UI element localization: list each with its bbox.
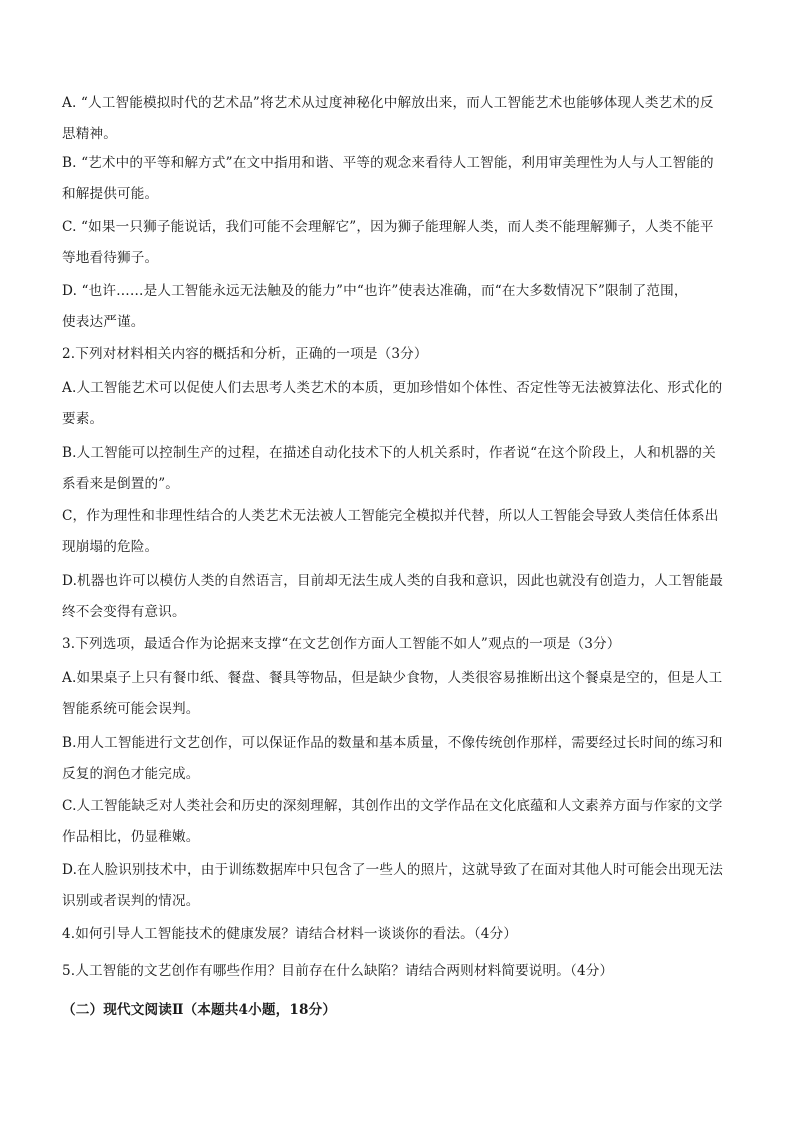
line: 要素。 bbox=[62, 411, 104, 427]
q1-option-c bbox=[62, 212, 738, 274]
q2-option-d bbox=[62, 566, 738, 628]
line: 5.人工智能的文艺创作有哪些作用？目前存在什么缺陷？请结合两则材料简要说明。（4分） bbox=[62, 963, 614, 979]
line: 等地看待狮子。 bbox=[62, 250, 159, 266]
line: B.人工智能可以控制生产的过程，在描述自动化技术下的人机关系时，作者说“在这个阶段上，人和机器的关 bbox=[62, 445, 716, 461]
line: D.在人脸识别技术中，由于训练数据库中只包含了一些人的照片，这就导致了在面对其他人时可能会出现无法 bbox=[62, 862, 723, 878]
q1-option-a bbox=[62, 88, 738, 150]
line: 系看来是倒置的”。 bbox=[62, 476, 180, 492]
q2-option-c bbox=[62, 501, 738, 563]
line: D. “也许……是人工智能永远无法触及的能力”中“也许”使表达准确，而“在大多数情况下”限制了范围， bbox=[62, 283, 688, 299]
line: D.机器也许可以模仿人类的自然语言，目前却无法生成人类的自我和意识，因此也就没有创造力，人工智能最 bbox=[62, 573, 723, 589]
q2-option-a bbox=[62, 373, 738, 435]
q3-option-a bbox=[62, 663, 738, 725]
line: 识别或者误判的情况。 bbox=[62, 893, 200, 909]
section-heading bbox=[62, 995, 738, 1026]
line: B.用人工智能进行文艺创作，可以保证作品的数量和基本质量，不像传统创作那样，需要经过长时间的练习和 bbox=[62, 735, 723, 751]
line: 智能系统可能会误判。 bbox=[62, 701, 200, 717]
q3-option-b bbox=[62, 728, 738, 790]
q3-stem bbox=[62, 629, 738, 660]
line: 4.如何引导人工智能技术的健康发展？请结合材料一谈谈你的看法。（4分） bbox=[62, 926, 518, 942]
line: A.人工智能艺术可以促使人们去思考人类艺术的本质，更加珍惜如个体性、否定性等无法被算法化、形式化的 bbox=[62, 380, 723, 396]
line: A.如果桌子上只有餐巾纸、餐盘、餐具等物品，但是缺少食物，人类很容易推断出这个餐桌是空的，但是人工 bbox=[62, 670, 723, 686]
q1-option-b bbox=[62, 148, 738, 210]
q3-option-c bbox=[62, 791, 738, 853]
q5-stem bbox=[62, 956, 738, 987]
q2-stem bbox=[62, 339, 738, 370]
line: 现崩塌的危险。 bbox=[62, 539, 159, 555]
line: C.人工智能缺乏对人类社会和历史的深刻理解，其创作出的文学作品在文化底蕴和人文素养方面与作家的文学 bbox=[62, 798, 723, 814]
line: 作品相比，仍显稚嫩。 bbox=[62, 829, 200, 845]
line: C. “如果一只狮子能说话，我们可能不会理解它”，因为狮子能理解人类，而人类不能理解狮子，人类不能平 bbox=[62, 219, 714, 235]
line: 2.下列对材料相关内容的概括和分析，正确的一项是（3分） bbox=[62, 346, 428, 362]
line: C，作为理性和非理性结合的人类艺术无法被人工智能完全模拟并代替，所以人工智能会导致人类信任体系出 bbox=[62, 508, 719, 524]
line: 和解提供可能。 bbox=[62, 186, 159, 202]
line: 3.下列选项，最适合作为论据来支撑“在文艺创作方面人工智能不如人”观点的一项是（3分） bbox=[62, 636, 621, 652]
line: 思精神。 bbox=[62, 126, 117, 142]
q2-option-b bbox=[62, 438, 738, 500]
q1-option-d bbox=[62, 276, 738, 338]
q4-stem bbox=[62, 919, 738, 950]
line: （二）现代文阅读Ⅱ（本题共4小题，18分） bbox=[62, 1002, 337, 1018]
line: 使表达严谨。 bbox=[62, 314, 145, 330]
q3-option-d bbox=[62, 855, 738, 917]
line: B. “艺术中的平等和解方式”在文中指用和谐、平等的观念来看待人工智能，利用审美理性为人与人工智能的 bbox=[62, 155, 714, 171]
line: A. “人工智能模拟时代的艺术品”将艺术从过度神秘化中解放出来，而人工智能艺术也能够体现人类艺术的反 bbox=[62, 95, 714, 111]
line: 终不会变得有意识。 bbox=[62, 604, 186, 620]
line: 反复的润色才能完成。 bbox=[62, 766, 200, 782]
